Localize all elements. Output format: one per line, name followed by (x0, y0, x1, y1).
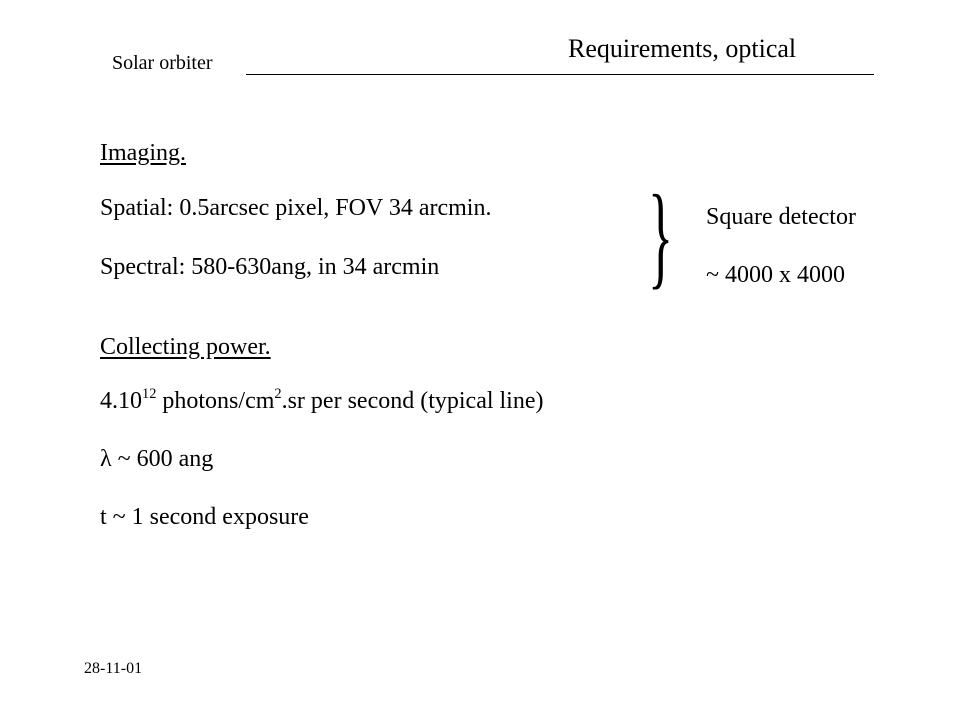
header-rule (246, 74, 874, 75)
footer-date: 28-11-01 (84, 660, 143, 677)
detector-size: ~ 4000 x 4000 (706, 262, 845, 288)
header-left-label: Solar orbiter (112, 52, 213, 74)
exposure-line: t ~ 1 second exposure (100, 504, 309, 530)
flux-suffix: .sr per second (typical line) (281, 388, 544, 414)
spatial-line: Spatial: 0.5arcsec pixel, FOV 34 arcmin. (100, 195, 492, 221)
lambda-line: λ ~ 600 ang (100, 446, 214, 472)
flux-exponent: 12 (142, 385, 157, 402)
flux-exponent-2: 2 (274, 385, 282, 402)
slide-title: Requirements, optical (568, 34, 797, 63)
flux-line (100, 385, 544, 415)
collecting-heading: Collecting power. (100, 334, 271, 360)
imaging-heading: Imaging. (100, 140, 186, 166)
flux-mid: photons/cm (156, 388, 275, 414)
detector-label: Square detector (706, 204, 856, 230)
flux-prefix: 4.10 (100, 388, 142, 414)
brace-symbol: } (648, 172, 674, 300)
spectral-line: Spectral: 580-630ang, in 34 arcmin (100, 254, 440, 280)
